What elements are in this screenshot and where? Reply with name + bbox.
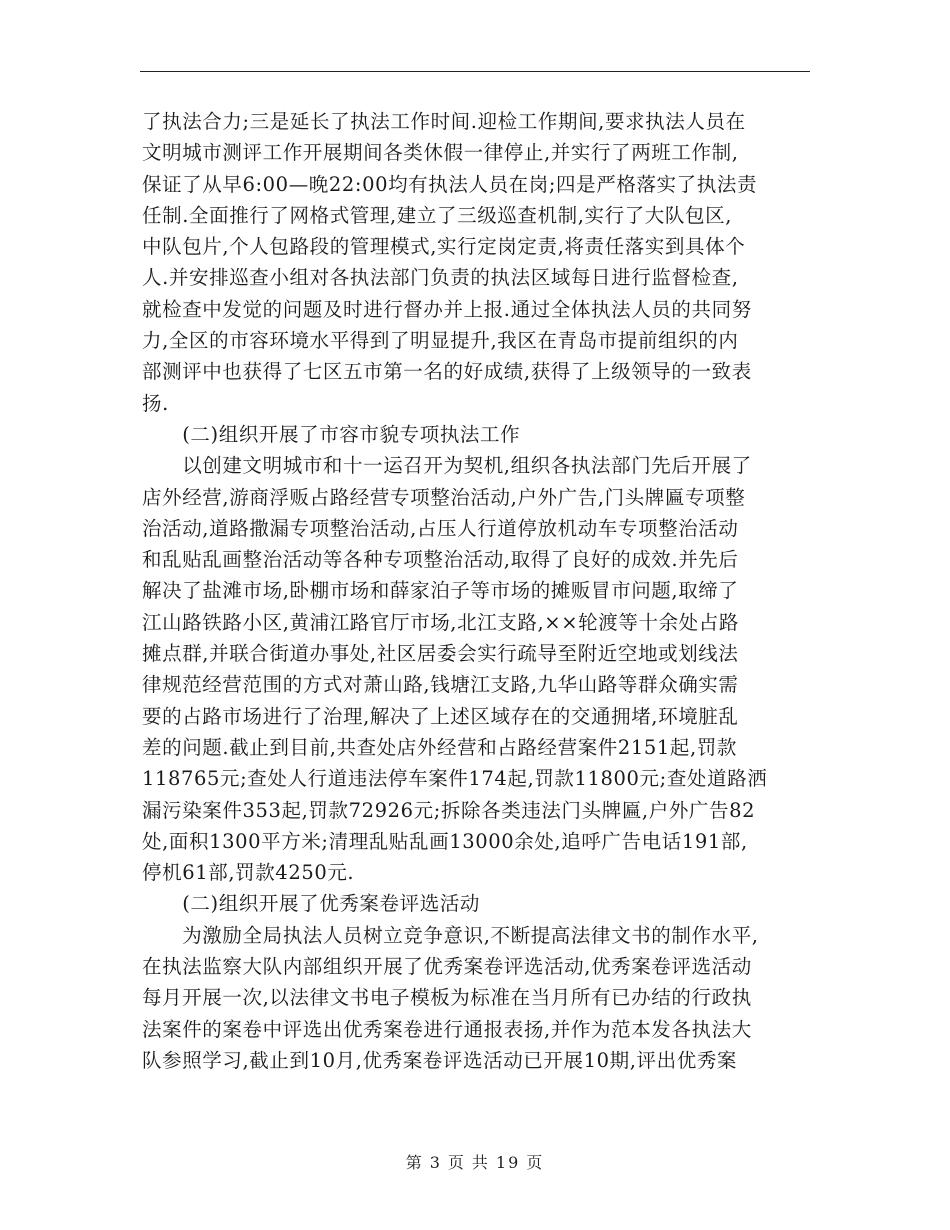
page-footer: [0, 1150, 950, 1173]
text-line: 以创建文明城市和十一运召开为契机,组织各执法部门先后开展了: [142, 454, 752, 478]
text-line: 要的占路市场进行了治理,解决了上述区域存在的交通拥堵,环境脏乱: [142, 704, 739, 728]
text-line: 部测评中也获得了七区五市第一名的好成绩,获得了上级领导的一致表: [142, 360, 752, 384]
text-line: 店外经营,游商浮贩占路经营专项整治活动,户外广告,门头牌匾专项整: [142, 485, 746, 509]
footer-total-pages: 19: [495, 1153, 521, 1172]
footer-page-number: 3: [429, 1153, 442, 1172]
footer-page-label: 页: [447, 1153, 466, 1172]
text-line: 和乱贴乱画整治活动等各种专项整治活动,取得了良好的成效.并先后: [142, 548, 739, 572]
text-line: 就检查中发觉的问题及时进行督办并上报.通过全体执法人员的共同努: [142, 297, 752, 321]
text-line: 法案件的案卷中评选出优秀案卷进行通报表扬,并作为范本发各执法大: [142, 1017, 752, 1041]
text-line: 中队包片,个人包路段的管理模式,实行定岗定责,将责任落实到具体个: [142, 235, 746, 259]
text-line: 律规范经营范围的方式对萧山路,钱塘江支路,九华山路等群众确实需: [142, 673, 739, 697]
text-line: 任制.全面推行了网格式管理,建立了三级巡查机制,实行了大队包区,: [142, 203, 732, 227]
text-line: 漏污染案件353起,罚款72926元;拆除各类违法门头牌匾,户外广告82: [142, 798, 756, 822]
footer-suffix: 页: [526, 1153, 545, 1172]
text-line: 停机61部,罚款4250元.: [142, 861, 355, 885]
text-line: 治活动,道路撒漏专项整治活动,占压人行道停放机动车专项整治活动: [142, 516, 739, 540]
text-line: 了执法合力;三是延长了执法工作时间.迎检工作期间,要求执法人员在: [142, 110, 746, 133]
text-line: 人.并安排巡查小组对各执法部门负责的执法区域每日进行监督检查,: [142, 266, 739, 290]
header-rule: [140, 71, 810, 72]
text-line: 力,全区的市容环境水平得到了明显提升,我区在青岛市提前组织的内: [142, 329, 739, 353]
text-line: 为激励全局执法人员树立竞争意识,不断提高法律文书的制作水平,: [142, 923, 759, 947]
footer-total-label: 共: [471, 1153, 490, 1172]
footer-prefix: 第: [405, 1153, 424, 1172]
text-line: 文明城市测评工作开展期间各类休假一律停止,并实行了两班工作制,: [142, 141, 739, 165]
document-body: [142, 106, 814, 1076]
text-line: 在执法监察大队内部组织开展了优秀案卷评选活动,优秀案卷评选活动: [142, 955, 752, 979]
text-line: 扬.: [142, 391, 169, 415]
text-line: 118765元;查处人行道违法停车案件174起,罚款11800元;查处道路洒: [142, 767, 768, 791]
text-line: 解决了盐滩市场,卧棚市场和薛家泊子等市场的摊贩冒市问题,取缔了: [142, 579, 739, 603]
text-line: 差的问题.截止到目前,共查处店外经营和占路经营案件2151起,罚款: [142, 735, 738, 759]
text-line: 队参照学习,截止到10月,优秀案卷评选活动已开展10期,评出优秀案: [142, 1048, 738, 1072]
text-line: (二)组织开展了市容市貌专项执法工作: [142, 422, 521, 446]
text-line: (二)组织开展了优秀案卷评选活动: [142, 892, 481, 916]
text-line: 保证了从早6:00—晚22:00均有执法人员在岗;四是严格落实了执法责: [142, 172, 758, 196]
text-line: 每月开展一次,以法律文书电子模板为标准在当月所有已办结的行政执: [142, 986, 752, 1010]
text-line: 处,面积1300平方米;清理乱贴乱画13000余处,追呼广告电话191部,: [142, 829, 748, 853]
text-line: 摊点群,并联合街道办事处,社区居委会实行疏导至附近空地或划线法: [142, 642, 739, 666]
text-line: 江山路铁路小区,黄浦江路官厅市场,北江支路,××轮渡等十余处占路: [142, 610, 739, 634]
